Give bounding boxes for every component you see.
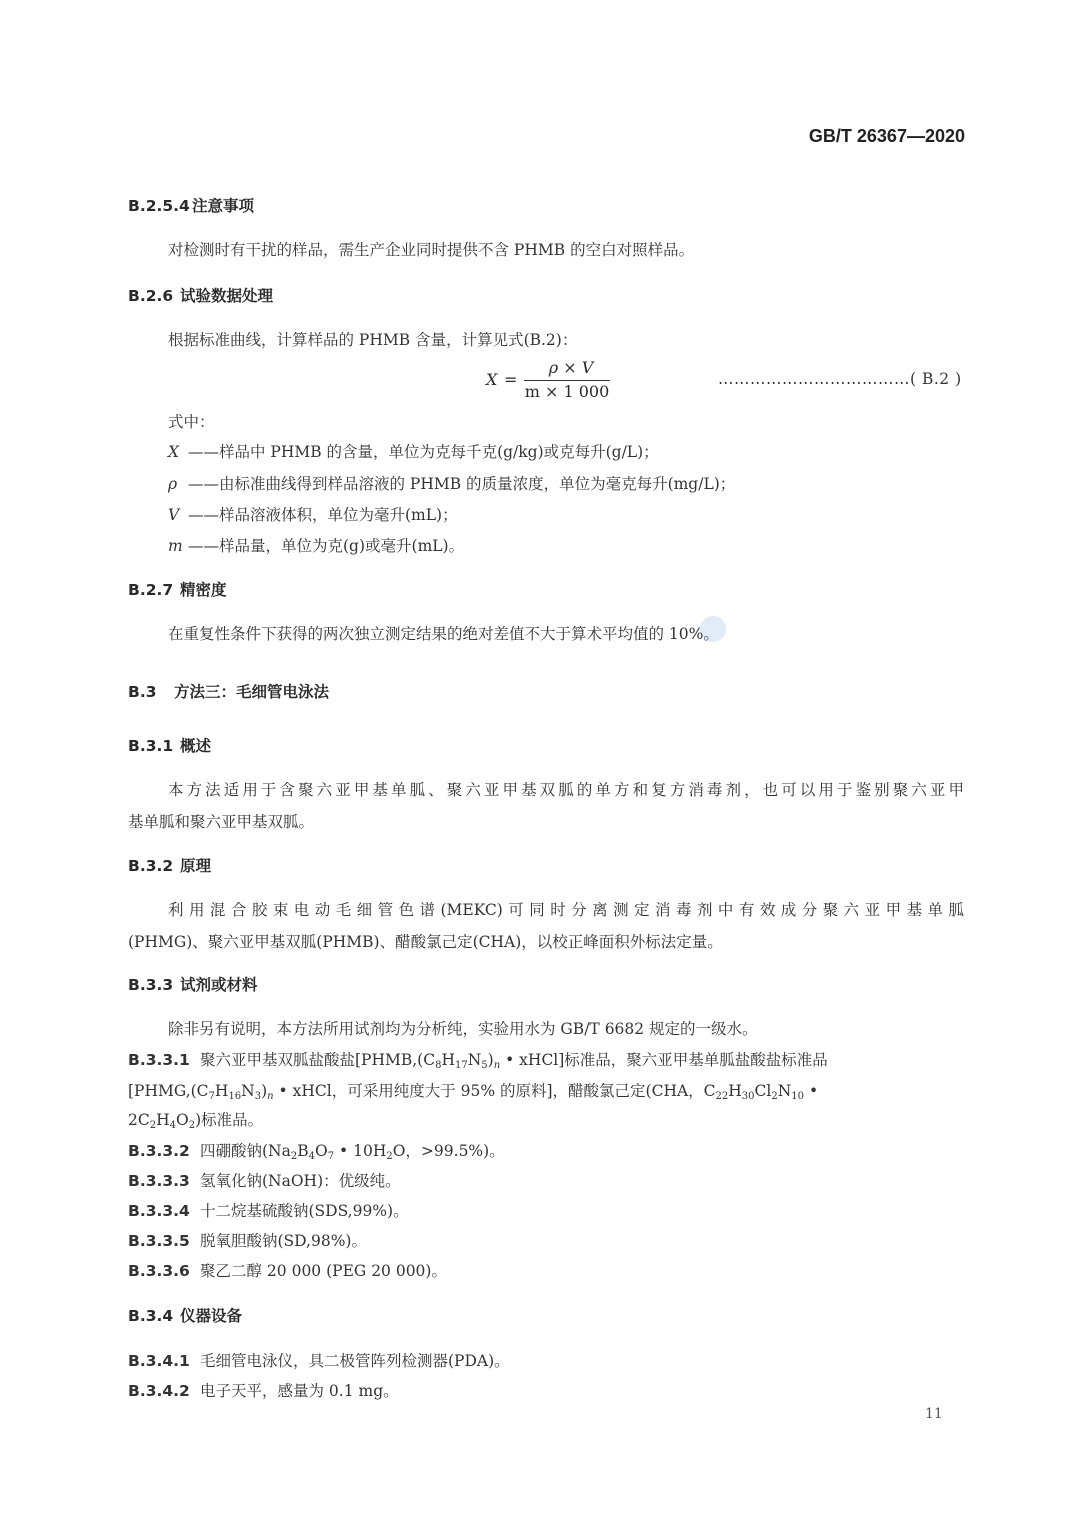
item-text: N [241, 1082, 255, 1100]
variable-description: ——样品量，单位为克(g)或毫升(mL)。 [188, 537, 465, 555]
item-b3333 [128, 1169, 401, 1191]
formula-equals: = [504, 370, 518, 389]
item-number: B.3.3.1 [128, 1051, 190, 1069]
variable-m [168, 534, 464, 556]
subscript: 22 [715, 1091, 729, 1102]
heading-title: 方法三：毛细管电泳法 [174, 683, 330, 701]
where-label: 式中： [168, 413, 215, 431]
variable-v [168, 503, 458, 525]
subscript: 7 [327, 1151, 335, 1162]
heading-number: B.3 [128, 683, 157, 701]
variable-description: ——样品中 PHMB 的含量，单位为克每千克(g/kg)或克每升(g/L)； [188, 443, 659, 461]
item-number: B.3.3.5 [128, 1232, 190, 1250]
item-b3335 [128, 1229, 367, 1251]
paragraph-b32-line1: 利用混合胶束电动毛细管色谱(MEKC)可同时分离测定消毒剂中有效成分聚六亚甲基单胍 [168, 901, 964, 919]
item-number: B.3.4.2 [128, 1382, 190, 1400]
item-text: B [297, 1142, 309, 1160]
subscript: 10 [791, 1091, 805, 1102]
item-number: B.3.4.1 [128, 1352, 190, 1370]
equation-leader: ……………………………… [718, 370, 910, 388]
item-b3331-line2 [128, 1079, 818, 1101]
heading-title: 精密度 [180, 581, 227, 599]
item-b3331-line1 [128, 1048, 828, 1070]
item-text: )标准品。 [195, 1111, 264, 1129]
item-text: Cl [754, 1082, 772, 1100]
item-text: 十二烷基硫酸钠(SDS,99%)。 [200, 1202, 409, 1220]
heading-title: 原理 [180, 857, 212, 875]
item-text: N [777, 1082, 792, 1100]
variable-symbol: V [168, 506, 180, 524]
variable-x [168, 440, 659, 462]
item-text: 聚六亚甲基双胍盐酸盐[PHMB,(C [200, 1051, 436, 1069]
subscript: 17 [455, 1060, 468, 1071]
item-text: 氢氧化钠(NaOH)：优级纯。 [200, 1172, 401, 1190]
subscript: 30 [741, 1091, 755, 1102]
heading-title: 概述 [180, 737, 212, 755]
item-text: H [728, 1082, 742, 1100]
item-number: B.3.3.3 [128, 1172, 190, 1190]
subscript: 4 [169, 1120, 177, 1131]
paragraph-b32-line2: (PHMG)、聚六亚甲基双胍(PHMB)、醋酸氯己定(CHA)，以校正峰面积外标法定量。 [128, 933, 723, 951]
fraction-bar [524, 380, 610, 381]
item-text: O [315, 1142, 328, 1160]
variable-rho [168, 472, 735, 494]
subscript: 5 [481, 1060, 488, 1071]
item-text: [PHMG,(C [128, 1082, 209, 1100]
subscript: 2 [188, 1120, 196, 1131]
page-number: 11 [925, 1406, 943, 1422]
heading-b31 [128, 734, 211, 756]
item-text: O [176, 1111, 189, 1129]
subscript: 7 [208, 1091, 215, 1102]
heading-b34 [128, 1304, 242, 1326]
item-text: • [804, 1082, 819, 1100]
variable-symbol: X [168, 443, 180, 461]
heading-title: 注意事项 [192, 197, 255, 215]
paragraph-b33: 除非另有说明，本方法所用试剂均为分析纯，实验用水为 GB/T 6682 规定的一级水。 [168, 1020, 758, 1038]
paragraph-b254: 对检测时有干扰的样品，需生产企业同时提供不含 PHMB 的空白对照样品。 [168, 241, 695, 259]
item-text: H [156, 1111, 170, 1129]
heading-b32 [128, 854, 211, 876]
item-text: 电子天平，感量为 0.1 mg。 [200, 1382, 399, 1400]
heading-number: B.3.1 [128, 737, 174, 755]
equation-number [718, 370, 962, 388]
item-b3331-line3 [128, 1108, 263, 1130]
heading-b33 [128, 973, 258, 995]
heading-number: B.2.7 [128, 581, 174, 599]
heading-b3 [128, 680, 329, 702]
heading-title: 仪器设备 [180, 1307, 243, 1325]
item-text: H [214, 1082, 229, 1100]
paragraph-b31-line1: 本方法适用于含聚六亚甲基单胍、聚六亚甲基双胍的单方和复方消毒剂，也可以用于鉴别聚六亚甲 [168, 781, 964, 799]
formula-numerator: ρ × V [548, 358, 594, 377]
subscript: 2 [290, 1151, 298, 1162]
heading-b254 [128, 194, 254, 216]
subscript: 2 [386, 1151, 393, 1162]
item-b3341 [128, 1349, 510, 1371]
variable-symbol: m [168, 537, 183, 555]
variable-symbol: ρ [168, 475, 178, 493]
subscript: 16 [228, 1091, 242, 1102]
heading-number: B.2.6 [128, 287, 174, 305]
subscript: 3 [254, 1091, 262, 1102]
item-text: H [441, 1051, 455, 1069]
variable-description: ——由标准曲线得到样品溶液的 PHMB 的质量浓度，单位为毫克每升(mg/L)； [188, 475, 736, 493]
item-b3332 [128, 1139, 505, 1161]
item-text: O，>99.5%)。 [392, 1142, 505, 1160]
subscript: 4 [308, 1151, 315, 1162]
subscript: 8 [435, 1060, 442, 1071]
item-text: 四硼酸钠(Na [200, 1142, 291, 1160]
subscript: 2 [149, 1120, 157, 1131]
item-text: ) [487, 1051, 494, 1069]
item-text: 脱氧胆酸钠(SD,98%)。 [200, 1232, 367, 1250]
heading-number: B.3.4 [128, 1307, 174, 1325]
heading-title: 试剂或材料 [180, 976, 258, 994]
item-number: B.3.3.6 [128, 1262, 190, 1280]
subscript: 2 [771, 1091, 778, 1102]
item-b3342 [128, 1379, 399, 1401]
heading-b27 [128, 578, 227, 600]
item-text: • xHCl，可采用纯度大于 95% 的原料]，醋酸氯己定(CHA，C [273, 1082, 716, 1100]
heading-number: B.3.3 [128, 976, 174, 994]
paragraph-b31-line2: 基单胍和聚六亚甲基双胍。 [128, 813, 315, 831]
formula-denominator: m × 1 000 [524, 382, 610, 401]
paragraph-b26: 根据标准曲线，计算样品的 PHMB 含量，计算见式(B.2)： [168, 331, 578, 349]
item-text: • 10H [334, 1142, 387, 1160]
equation-label: ( B.2 ) [910, 370, 962, 388]
item-number: B.3.3.4 [128, 1202, 190, 1220]
variable-description: ——样品溶液体积，单位为毫升(mL)； [188, 506, 458, 524]
item-text: • xHCl]标准品，聚六亚甲基单胍盐酸盐标准品 [500, 1051, 828, 1069]
heading-number: B.2.5.4 [128, 197, 190, 215]
standard-number: GB/T 26367—2020 [808, 126, 965, 146]
item-text: 聚乙二醇 20 000 (PEG 20 000)。 [200, 1262, 447, 1280]
item-text: N [467, 1051, 482, 1069]
heading-b26 [128, 284, 273, 306]
item-b3334 [128, 1199, 409, 1221]
item-text: ) [261, 1082, 268, 1100]
item-text: 2C [128, 1111, 150, 1129]
item-text: 毛细管电泳仪，具二极管阵列检测器(PDA)。 [200, 1352, 510, 1370]
subscript: n [493, 1060, 501, 1071]
heading-number: B.3.2 [128, 857, 174, 875]
item-number: B.3.3.2 [128, 1142, 190, 1160]
item-b3336 [128, 1259, 447, 1281]
paragraph-b27: 在重复性条件下获得的两次独立测定结果的绝对差值不大于算术平均值的 10%。 [168, 625, 719, 643]
heading-title: 试验数据处理 [180, 287, 274, 305]
subscript: n [267, 1091, 274, 1102]
formula-lhs: X [486, 370, 498, 389]
